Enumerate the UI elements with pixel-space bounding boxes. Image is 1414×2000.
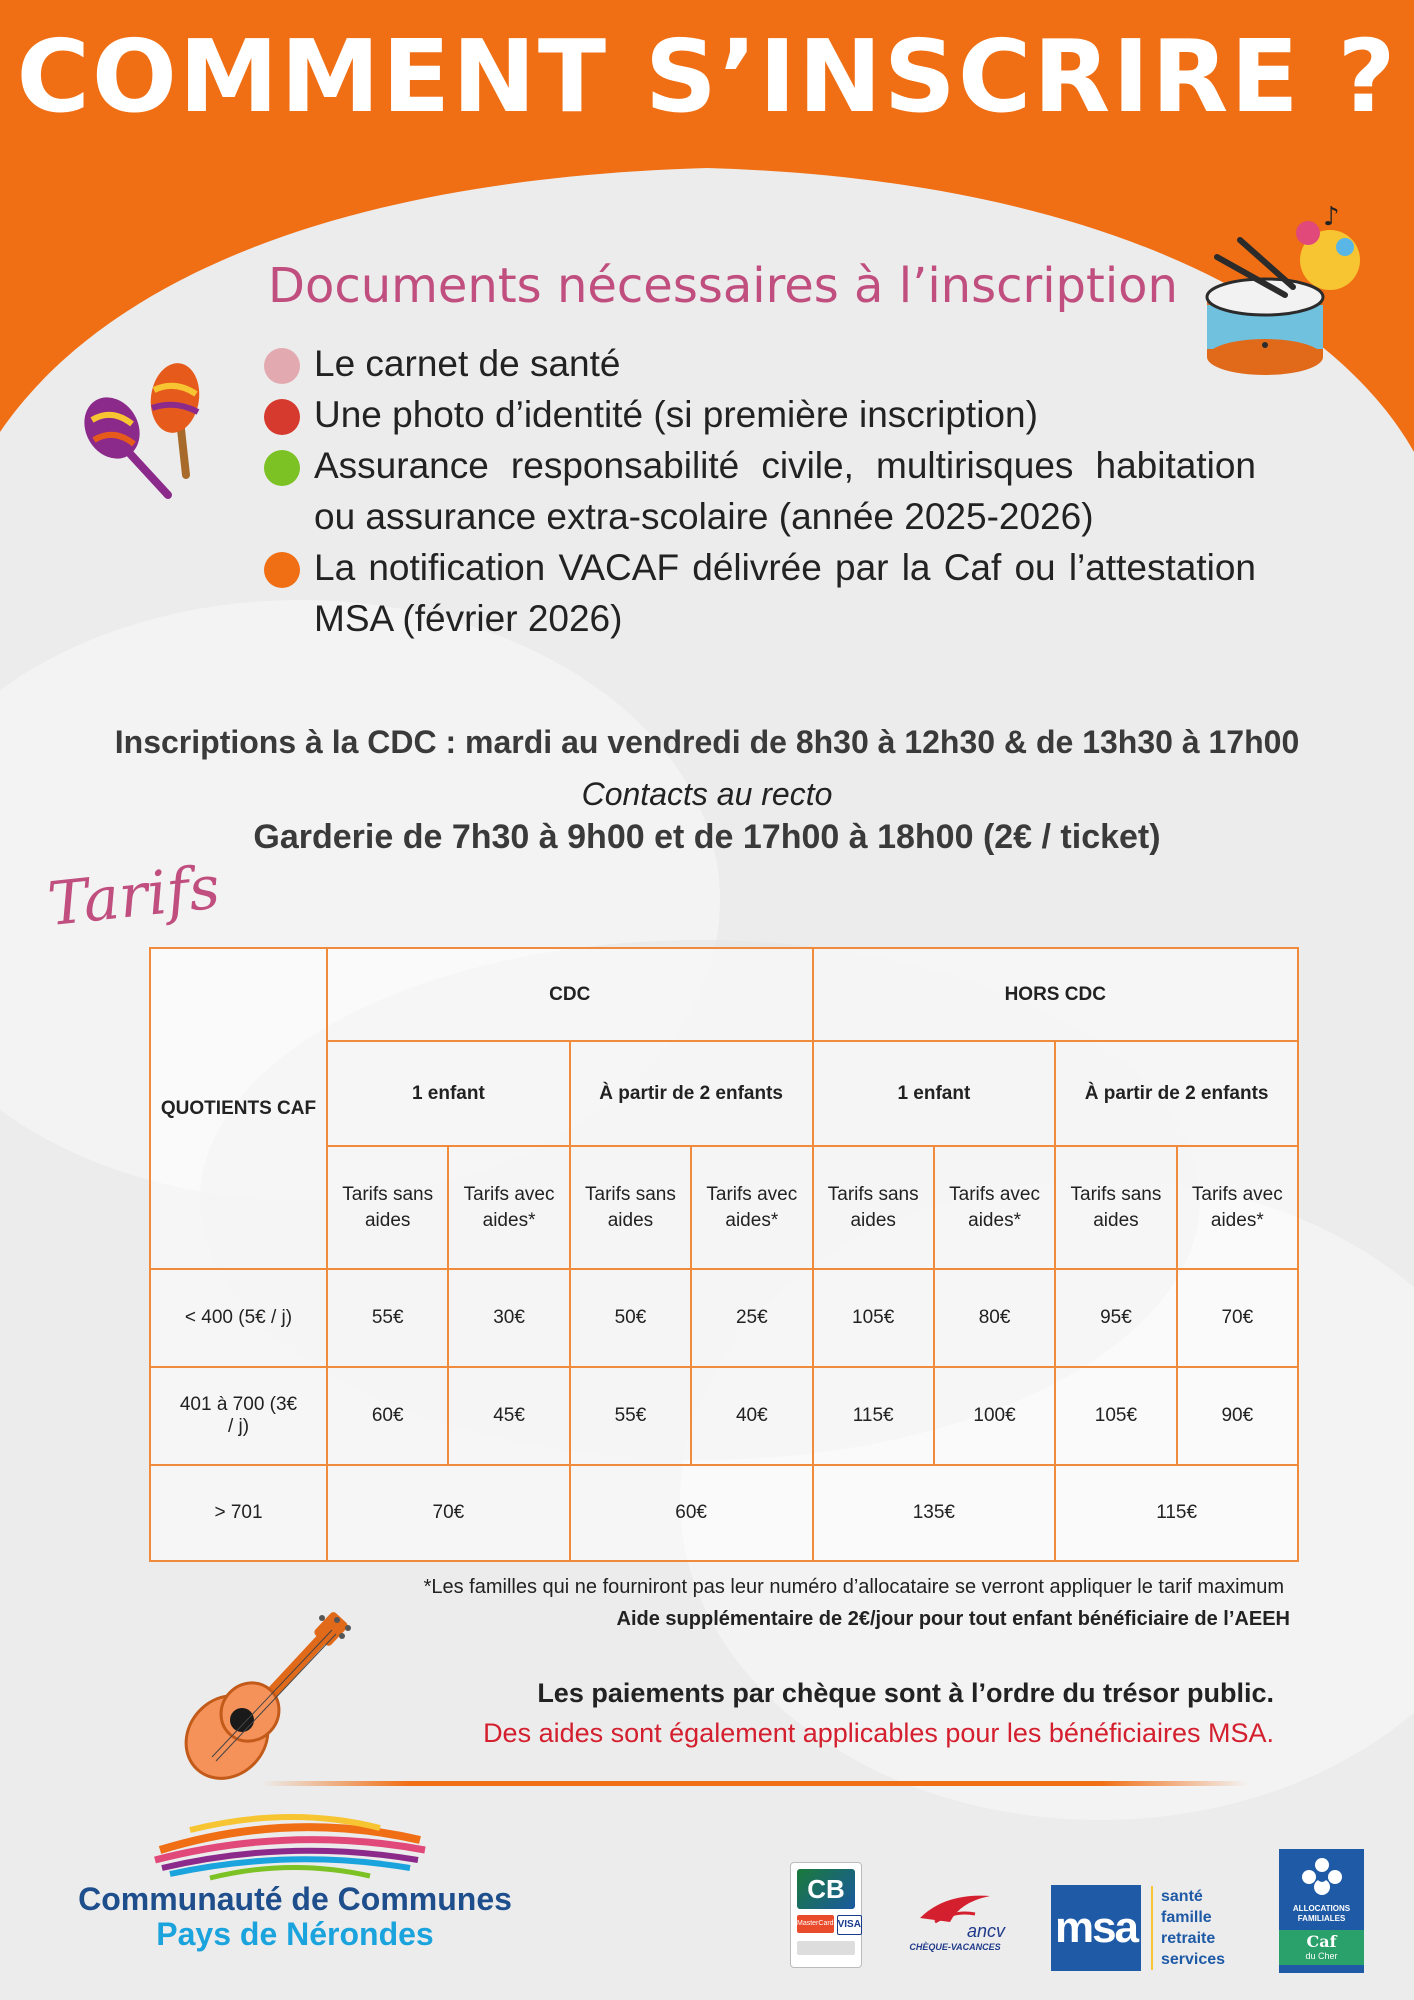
- cc-subtitle: Pays de Nérondes: [156, 1916, 434, 1952]
- registration-hours: Inscriptions à la CDC : mardi au vendredi de 8h30 à 12h30 & de 13h30 à 17h00: [114, 724, 1300, 760]
- group-header-cdc: CDC: [327, 948, 813, 1041]
- msa-letters: msa: [1051, 1885, 1141, 1971]
- table-cell: 100€: [934, 1367, 1055, 1465]
- row-label: > 701: [150, 1465, 327, 1561]
- table-cell: 60€: [327, 1367, 448, 1465]
- documents-heading: Documents nécessaires à l’inscription: [268, 258, 1178, 314]
- column-header: Tarifs avec aides*: [448, 1146, 569, 1269]
- msa-logo: [1051, 1884, 1247, 1972]
- group-header-hors-cdc: HORS CDC: [813, 948, 1299, 1041]
- msa-line: famille: [1161, 1909, 1212, 1926]
- footnote-text: *Les familles qui ne fourniront pas leur numéro d’allocataire se verront appliquer le tarif maximum: [423, 1576, 1284, 1598]
- documents-list: [262, 338, 1256, 644]
- list-item: [262, 389, 1256, 440]
- maracas-icon: [82, 360, 212, 510]
- column-header: Tarifs sans aides: [570, 1146, 691, 1269]
- table-cell: 25€: [691, 1269, 812, 1367]
- column-header: Tarifs sans aides: [813, 1146, 934, 1269]
- caf-name: Caf: [1306, 1932, 1337, 1951]
- caf-line: FAMILIALES: [1297, 1914, 1346, 1923]
- table-cell: 30€: [448, 1269, 569, 1367]
- table-cell: 115€: [1055, 1465, 1298, 1561]
- caf-line: ALLOCATIONS: [1292, 1904, 1351, 1913]
- msa-line: services: [1161, 1951, 1226, 1968]
- table-cell: 55€: [327, 1269, 448, 1367]
- quotients-header: QUOTIENTS CAF: [150, 948, 327, 1269]
- visa-label: VISA: [837, 1915, 862, 1935]
- row-label: 401 à 700 (3€ / j): [150, 1367, 327, 1465]
- table-cell: 80€: [934, 1269, 1055, 1367]
- cb-label: CB: [797, 1869, 855, 1909]
- column-header: Tarifs avec aides*: [1177, 1146, 1298, 1269]
- column-header: Tarifs sans aides: [1055, 1146, 1176, 1269]
- contacts-note: Contacts au recto: [581, 776, 833, 812]
- column-header: Tarifs avec aides*: [691, 1146, 812, 1269]
- msa-line: santé: [1161, 1888, 1203, 1905]
- msa-tagline: [1151, 1886, 1225, 1970]
- ancv-name: ancv: [966, 1921, 1005, 1941]
- table-cell: 70€: [327, 1465, 570, 1561]
- page-title: COMMENT S’INSCRIRE ?: [16, 18, 1398, 135]
- document-item-text: Une photo d’identité (si première inscription): [314, 394, 1038, 435]
- caf-logo: [1279, 1849, 1364, 1973]
- document-item-text: Le carnet de santé: [314, 343, 621, 384]
- tarifs-heading: Tarifs: [44, 852, 224, 940]
- cc-logo-icon: [150, 1810, 430, 1880]
- contactless-icon: [797, 1941, 855, 1955]
- divider: [262, 1781, 1248, 1786]
- aeeh-note: Aide supplémentaire de 2€/jour pour tout enfant bénéficiaire de l’AEEH: [616, 1608, 1290, 1630]
- ancv-subtitle: CHÈQUE-VACANCES: [909, 1942, 1001, 1952]
- bullet-dot: [264, 399, 300, 435]
- list-item: [262, 542, 1256, 644]
- table-cell: 50€: [570, 1269, 691, 1367]
- table-cell: 135€: [813, 1465, 1056, 1561]
- table-cell: 40€: [691, 1367, 812, 1465]
- column-header: Tarifs sans aides: [327, 1146, 448, 1269]
- column-header: Tarifs avec aides*: [934, 1146, 1055, 1269]
- table-cell: 105€: [813, 1269, 934, 1367]
- payment-note: Les paiements par chèque sont à l’ordre du trésor public.: [537, 1678, 1274, 1708]
- document-item-text: Assurance responsabilité civile, multirisques habitation ou assurance extra-scolaire (année 2025-2026): [314, 445, 1256, 537]
- daycare-hours: Garderie de 7h30 à 9h00 et de 17h00 à 18h00 (2€ / ticket): [253, 818, 1161, 856]
- table-cell: 105€: [1055, 1367, 1176, 1465]
- subgroup-header: À partir de 2 enfants: [1055, 1041, 1298, 1146]
- ancv-logo: [895, 1888, 1015, 1958]
- cc-name: Communauté de Communes: [78, 1881, 512, 1917]
- subgroup-header: 1 enfant: [813, 1041, 1056, 1146]
- table-row: [150, 1465, 1298, 1561]
- msa-line: retraite: [1161, 1930, 1216, 1947]
- list-item: [262, 440, 1256, 542]
- msa-note: Des aides sont également applicables pour les bénéficiaires MSA.: [483, 1718, 1274, 1748]
- table-row: [150, 1367, 1298, 1465]
- list-item: [262, 338, 1256, 389]
- table-cell: 115€: [813, 1367, 934, 1465]
- table-cell: 55€: [570, 1367, 691, 1465]
- table-cell: 45€: [448, 1367, 569, 1465]
- row-label: < 400 (5€ / j): [150, 1269, 327, 1367]
- caf-emblem-icon: [1297, 1855, 1347, 1899]
- table-cell: 70€: [1177, 1269, 1298, 1367]
- subgroup-header: 1 enfant: [327, 1041, 570, 1146]
- tarifs-table: [149, 947, 1299, 1562]
- mastercard-label: MasterCard: [797, 1915, 834, 1933]
- document-item-text: La notification VACAF délivrée par la Caf ou l’attestation MSA (février 2026): [314, 547, 1256, 639]
- cb-logo: [790, 1862, 862, 1968]
- bullet-dot: [264, 552, 300, 588]
- svg-text:♪: ♪: [1323, 202, 1340, 232]
- bullet-dot: [264, 450, 300, 486]
- bullet-dot: [264, 348, 300, 384]
- table-cell: 95€: [1055, 1269, 1176, 1367]
- caf-subtitle: du Cher: [1305, 1951, 1338, 1961]
- table-cell: 60€: [570, 1465, 813, 1561]
- table-cell: 90€: [1177, 1367, 1298, 1465]
- table-row: [150, 1269, 1298, 1367]
- subgroup-header: À partir de 2 enfants: [570, 1041, 813, 1146]
